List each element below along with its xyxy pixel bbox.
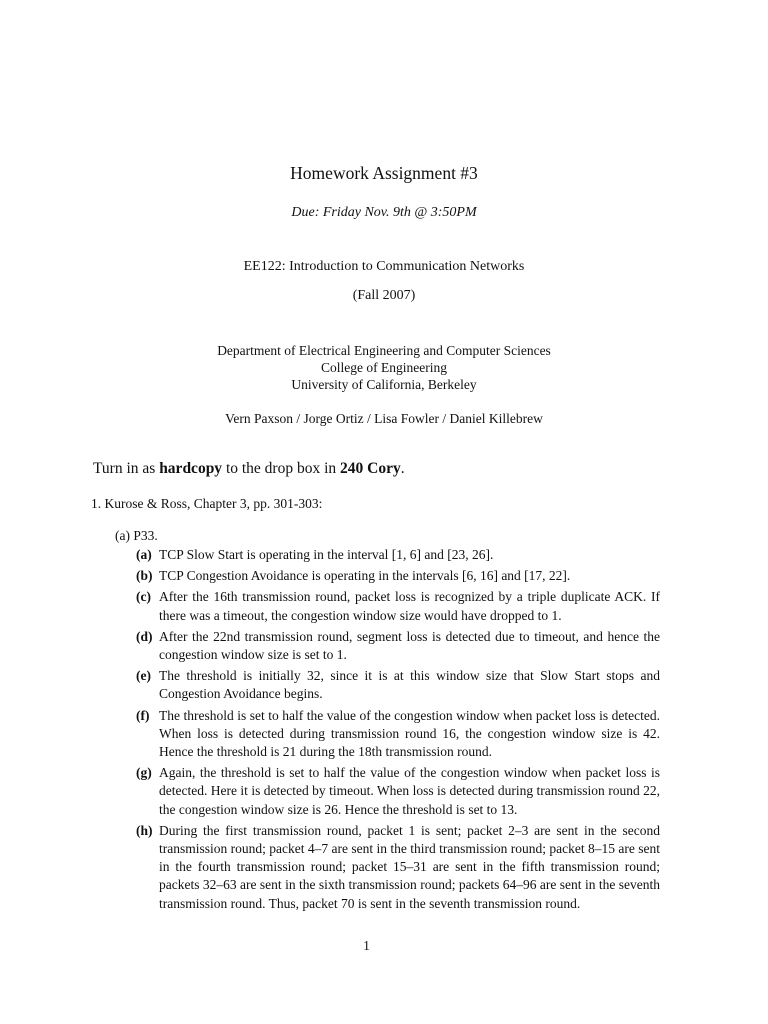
answer-label: (d) <box>136 628 153 644</box>
turn-in-suffix: . <box>400 460 405 477</box>
turn-in-prefix: Turn in as <box>93 460 160 477</box>
department-block <box>0 342 768 393</box>
answer-text: TCP Congestion Avoidance is operating in the intervals [6, 16] and [17, 22]. <box>159 568 571 584</box>
answer-label: (c) <box>136 589 151 605</box>
answer-label: (b) <box>136 568 153 584</box>
answer-text: TCP Slow Start is operating in the interval [1, 6] and [23, 26]. <box>159 547 494 562</box>
answer-item-a <box>136 546 660 564</box>
answer-item-h <box>136 822 660 913</box>
turn-in-format: hardcopy <box>159 460 223 477</box>
turn-in-middle: to the drop box in <box>222 460 341 477</box>
answer-item-e <box>136 667 660 703</box>
question-heading: 1. Kurose & Ross, Chapter 3, pp. 301-303: <box>91 496 323 511</box>
answer-label: (a) <box>136 547 152 562</box>
answer-label: (g) <box>136 765 152 781</box>
answer-label: (f) <box>136 707 150 723</box>
course-name: EE122: Introduction to Communication Networks <box>243 259 525 274</box>
answer-item-d <box>136 628 660 664</box>
authors: Vern Paxson / Jorge Ortiz / Lisa Fowler / Daniel Killebrew <box>225 411 543 426</box>
due-date: Due: Friday Nov. 9th @ 3:50PM <box>291 205 477 220</box>
turn-in-instructions <box>93 460 405 478</box>
document-title: Homework Assignment #3 <box>290 163 478 183</box>
university-line: University of California, Berkeley <box>291 377 477 392</box>
answer-list <box>136 546 660 916</box>
page-number: 1 <box>363 938 370 953</box>
answer-item-f <box>136 707 660 762</box>
department-line: Department of Electrical Engineering and Computer Sciences <box>217 343 551 358</box>
answer-text: Again, the threshold is set to half the value of the congestion window when packet loss is detected. Here it is detected by timeout. When loss is detected during transmission round 22, the congestion window size is 26. Hence the threshold is set to 13. <box>159 765 660 817</box>
answer-item-b <box>136 567 660 585</box>
answer-text: The threshold is initially 32, since it is at this window size that Slow Start stops and Congestion Avoidance begins. <box>159 668 660 702</box>
answer-item-g <box>136 764 660 819</box>
question-part: (a) P33. <box>115 528 158 543</box>
college-line: College of Engineering <box>321 360 447 375</box>
course-term: (Fall 2007) <box>352 288 416 303</box>
answer-text: After the 16th transmission round, packet loss is recognized by a triple duplicate ACK. If there was a timeout, the congestion window size would have dropped to 1. <box>159 589 660 623</box>
answer-text: After the 22nd transmission round, segment loss is detected due to timeout, and hence the congestion window size is set to 1. <box>159 628 660 663</box>
turn-in-location: 240 Cory <box>340 460 401 477</box>
answer-text: During the first transmission round, packet 1 is sent; packet 2–3 are sent in the second transmission round; packet 4–7 are sent in the third transmission round; packet 8–15 are sent in the fourth transmission round; packet 15–31 are sent in the fifth transmission round; packets 32–63 are sent in the sixth transmission round; packets 64–96 are sent in the seventh transmission round. Thus, packet 70 is sent in the seventh transmission round. <box>159 822 660 911</box>
answer-text: The threshold is set to half the value of the congestion window when packet loss is detected. When loss is detected during transmission round 16, the congestion window size is 42. Hence the threshold is 21 during the 18th transmission round. <box>159 707 660 760</box>
answer-label: (e) <box>136 668 151 684</box>
answer-item-c <box>136 588 660 624</box>
answer-label: (h) <box>136 822 153 838</box>
